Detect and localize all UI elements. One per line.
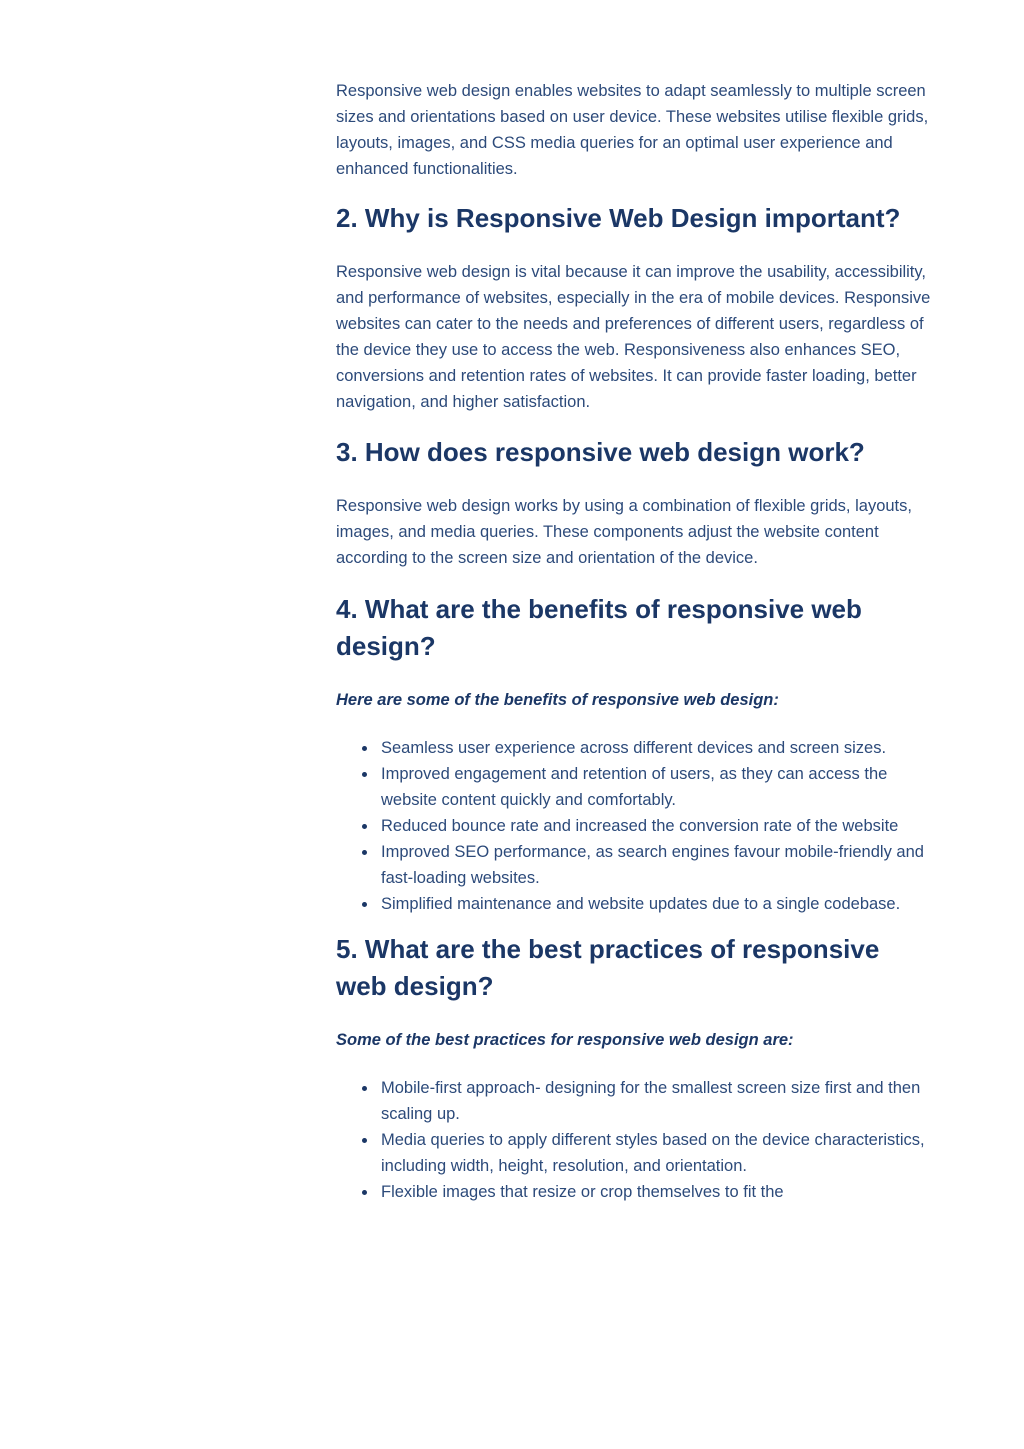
list-item: Seamless user experience across different devices and screen sizes. [381, 735, 936, 761]
section-5-intro: Some of the best practices for responsive web design are: [336, 1031, 794, 1049]
section-4-heading: 4. What are the benefits of responsive web design? [336, 594, 862, 661]
section-4-intro: Here are some of the benefits of responsive web design: [336, 691, 779, 709]
section-3-paragraph: Responsive web design works by using a combination of flexible grids, layouts, images, and media queries. These components adjust the website content according to the screen size and orientation of the device. [336, 497, 912, 567]
list-item: Improved SEO performance, as search engines favour mobile-friendly and fast-loading websites. [381, 839, 936, 891]
section-2-heading: 2. Why is Responsive Web Design important? [336, 203, 901, 233]
section-2-paragraph: Responsive web design is vital because it can improve the usability, accessibility, and performance of websites, especially in the era of mobile devices. Responsive websites can cater to the needs and preferences of different users, regardless of the device they use to access the web. Responsiveness also enhances SEO, conversions and retention rates of websites. It can provide faster loading, better navigation, and higher satisfaction. [336, 263, 931, 411]
list-item: Mobile-first approach- designing for the smallest screen size first and then scaling up. [381, 1075, 936, 1127]
list-item: Flexible images that resize or crop themselves to fit the [381, 1179, 936, 1205]
best-practices-list [336, 1075, 936, 1205]
benefits-list [336, 735, 936, 917]
section-5-heading: 5. What are the best practices of responsive web design? [336, 934, 880, 1001]
list-item: Improved engagement and retention of users, as they can access the website content quickly and comfortably. [381, 761, 936, 813]
list-item: Simplified maintenance and website updates due to a single codebase. [381, 891, 936, 917]
intro-paragraph: Responsive web design enables websites to adapt seamlessly to multiple screen sizes and orientations based on user device. These websites utilise flexible grids, layouts, images, and CSS media queries for an optimal user experience and enhanced functionalities. [336, 82, 929, 178]
list-item: Reduced bounce rate and increased the conversion rate of the website [381, 813, 936, 839]
list-item: Media queries to apply different styles based on the device characteristics, including width, height, resolution, and orientation. [381, 1127, 936, 1179]
article-content [336, 78, 936, 1219]
section-3-heading: 3. How does responsive web design work? [336, 437, 865, 467]
